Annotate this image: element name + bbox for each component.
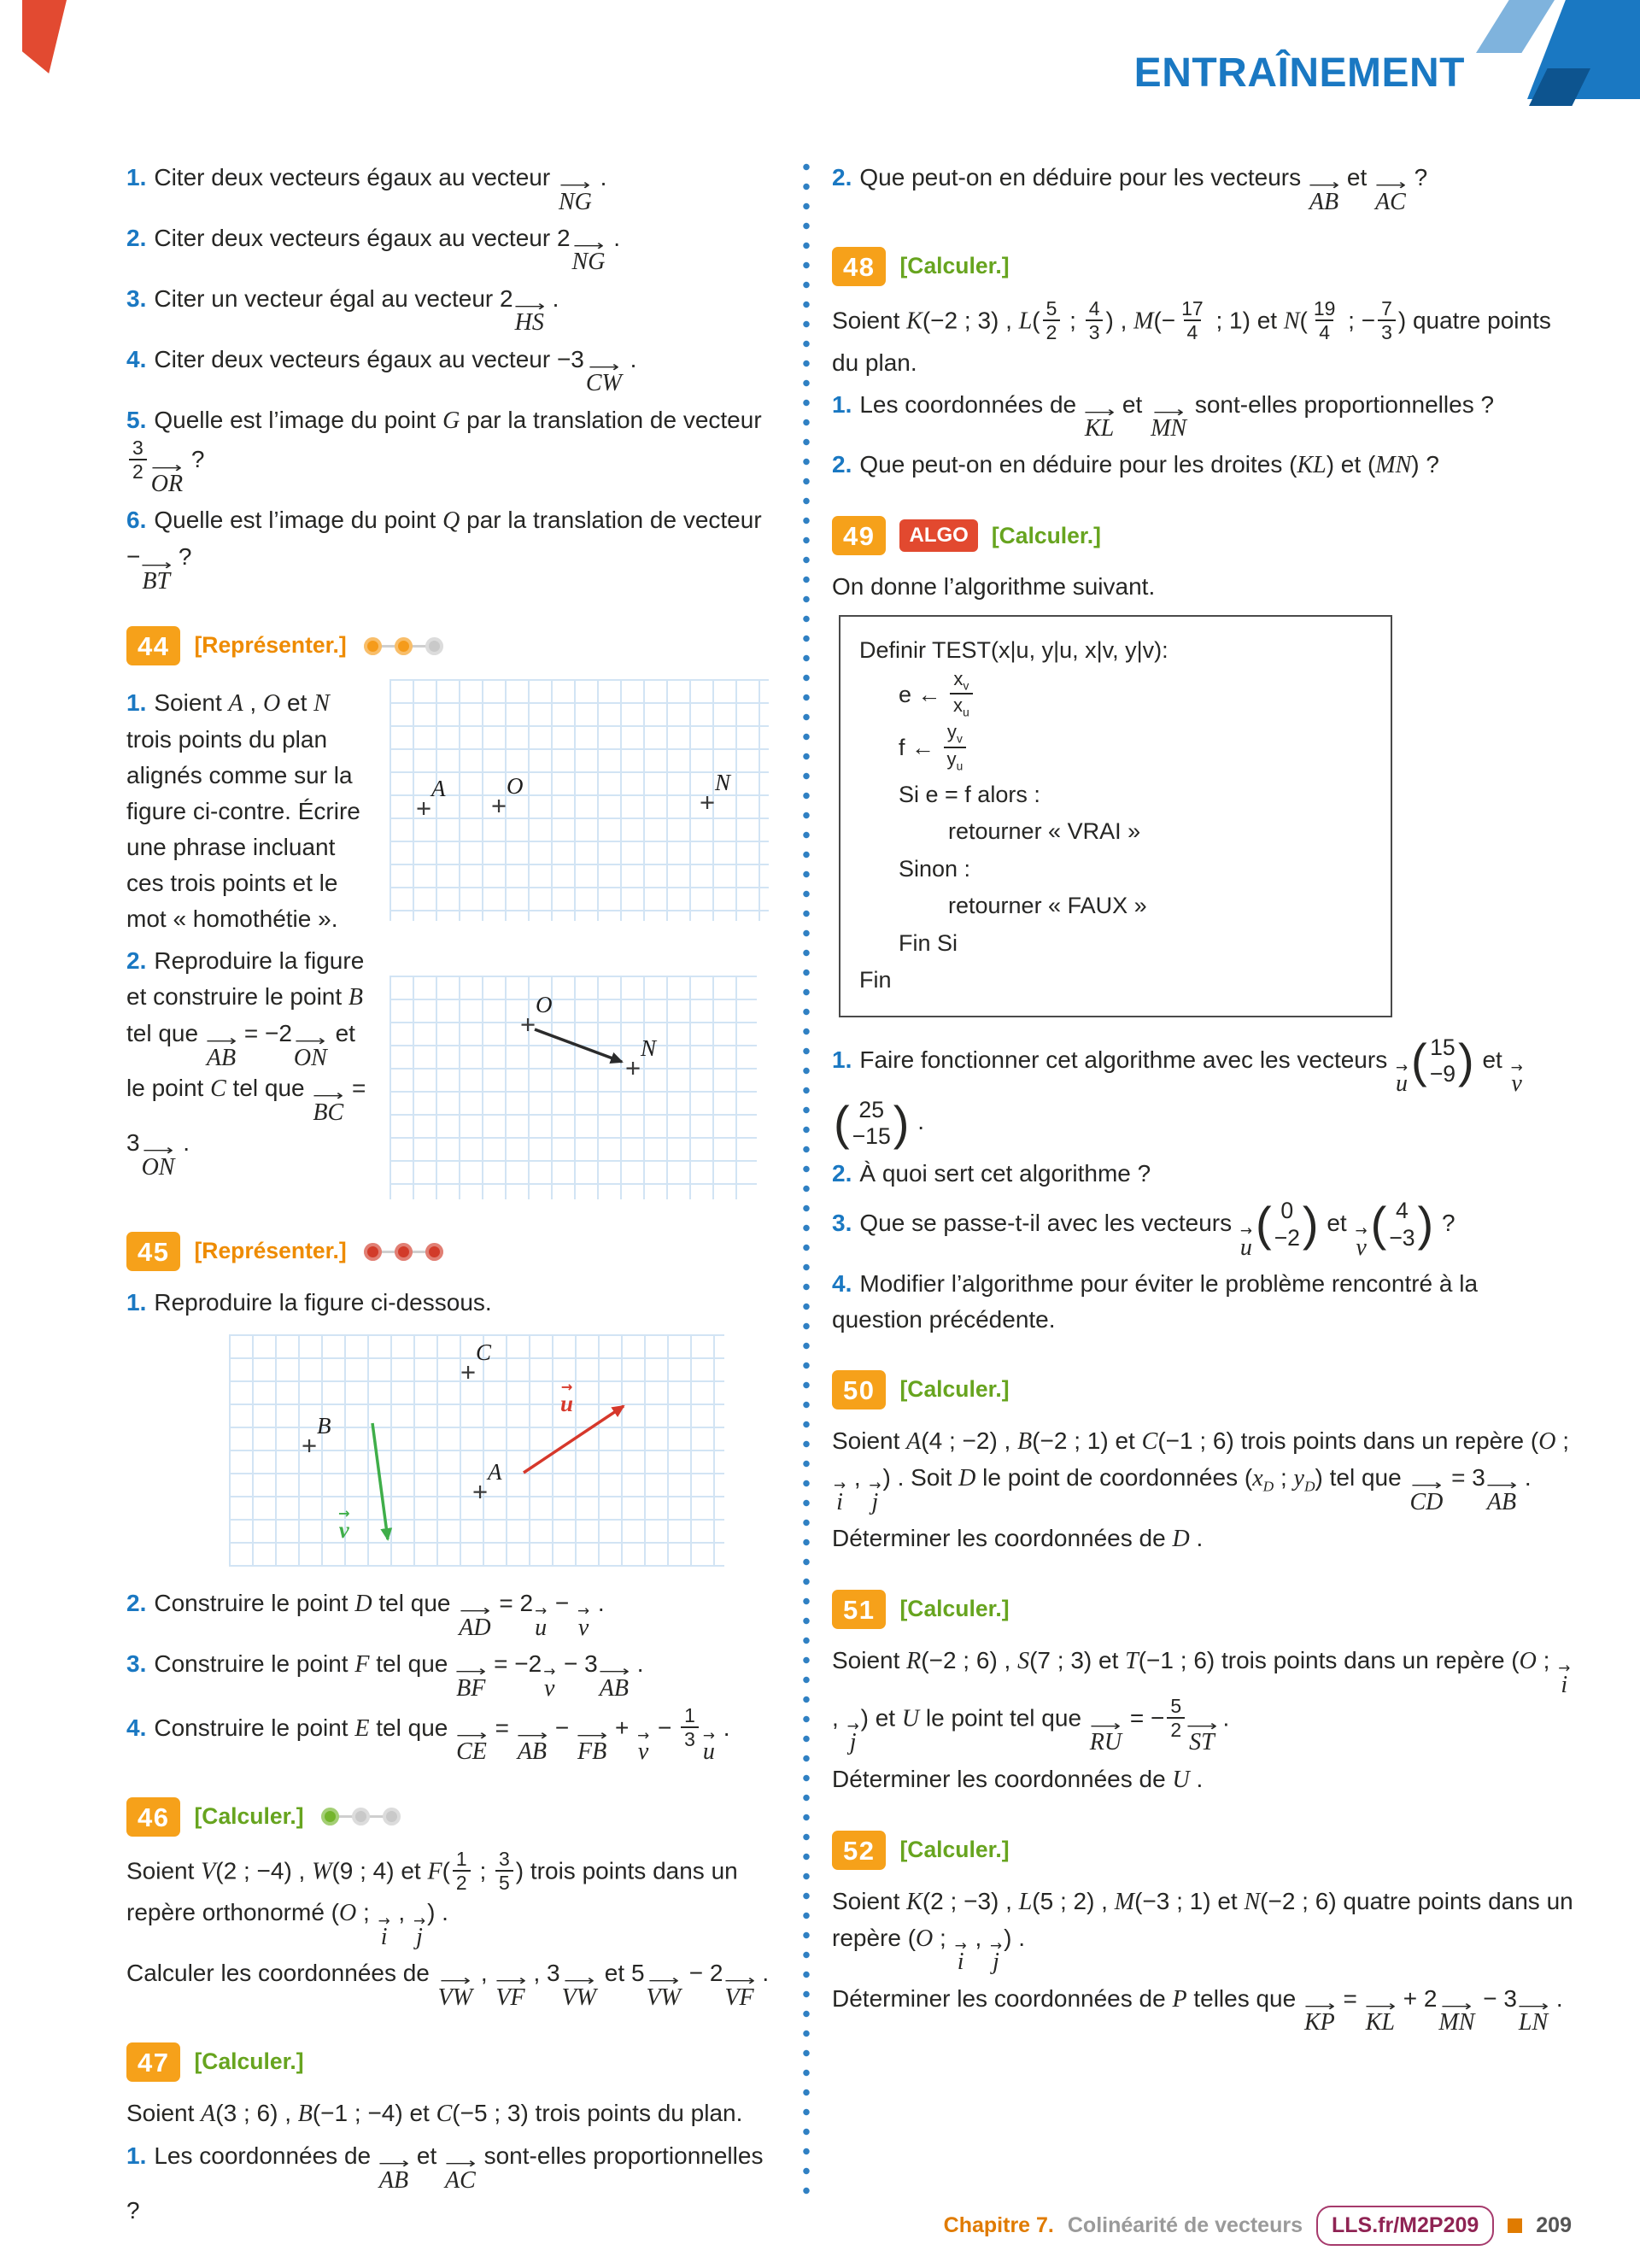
chapter-label: Chapitre 7.: [943, 2212, 1054, 2237]
vector-v-label: → v: [338, 1505, 350, 1544]
exercise-paragraph: Calculer les coordonnées de ⟶ VW , ⟶ VF , 3 ⟶ VW et 5 ⟶ VW − 2 ⟶ VF .: [126, 1960, 770, 2011]
left-column: [126, 154, 777, 2235]
exercise-paragraph: Soient K(−2 ; 3) , L( $\frac{5}{2}$ ; $\frac{4}{3}$ ) , M(− $\frac{17}{4}$ ; 1) et N( $\frac{19}{4}$ ; − $\frac{7}{3}$ ) quatre points du plan.: [832, 296, 1551, 376]
question-item: [832, 1198, 1573, 1260]
vector-u-label: → u: [560, 1379, 574, 1417]
section-title: ENTRAÎNEMENT: [1133, 50, 1465, 96]
question-text: Citer deux vecteurs égaux au vecteur ⟶ NG .: [154, 164, 607, 215]
page-header: [0, 0, 1640, 130]
exercise-paragraph: Soient R(−2 ; 6) , S(7 ; 3) et T(−1 ; 6) trois points dans un repère (O ; → i , → j ) et U le point tel que ⟶ RU = − $\frac{5}{2}$ ⟶ ST .: [832, 1647, 1571, 1756]
question-item: [126, 502, 777, 594]
question-text: À quoi sert cet algorithme ?: [859, 1160, 1151, 1187]
exercise-method-tag: [Calculer.]: [194, 2048, 304, 2075]
exercise-number-badge: 49: [832, 516, 886, 555]
point-marker: [472, 1479, 488, 1505]
question-item: [126, 943, 367, 1180]
point-marker: [491, 793, 507, 819]
exercise-number-badge: 44: [126, 626, 180, 665]
question-text: Citer deux vecteurs égaux au vecteur 2 ⟶ NG .: [154, 224, 620, 276]
difficulty-dot: [364, 1243, 382, 1261]
question-number: 3.: [126, 284, 147, 312]
algorithm-line: retourner « VRAI »: [948, 818, 1141, 845]
exercise-number-badge: 48: [832, 247, 886, 286]
point-marker: [700, 789, 715, 816]
exercise-paragraph: Soient A(3 ; 6) , B(−1 ; −4) et C(−5 ; 3) trois points du plan.: [126, 2100, 743, 2128]
corner-decoration-red: [22, 0, 67, 73]
exercise-number-badge: 45: [126, 1232, 180, 1271]
difficulty-dots: [364, 1243, 443, 1261]
point-marker: [460, 1359, 476, 1386]
difficulty-dot: [364, 637, 382, 655]
exercise-paragraph: Déterminer les coordonnées de U .: [832, 1765, 1204, 1793]
question-number: 2.: [832, 451, 852, 478]
exercise-44-header: [126, 626, 777, 665]
point-label: C: [476, 1339, 492, 1366]
question-number: 1.: [126, 2142, 147, 2170]
question-text: Que se passe-t-il avec les vecteurs → u ( 0 −2 ) et → v ( 4 −3 ) ?: [859, 1197, 1456, 1261]
difficulty-dots: [321, 1808, 401, 1826]
question-number: 4.: [126, 1714, 147, 1741]
exercise-method-tag: [Calculer.]: [899, 1596, 1010, 1622]
exercise-method-tag: [Calculer.]: [899, 253, 1010, 279]
question-number: 5.: [126, 406, 147, 433]
figure-vectors-uv: [229, 1334, 724, 1567]
question-item: [126, 2138, 777, 2229]
question-number: 2.: [126, 947, 147, 975]
question-item: [126, 220, 777, 275]
question-text: Reproduire la figure et construire le point B tel que ⟶ AB = −2 ⟶ ON et le point C tel que ⟶ BC = 3 ⟶ ON .: [126, 947, 366, 1181]
exercise-paragraph: On donne l’algorithme suivant.: [832, 573, 1156, 601]
algorithm-line: Fin: [859, 967, 892, 993]
question-text: Quelle est l’image du point Q par la translation de vecteur − ⟶ BT ?: [126, 507, 762, 595]
difficulty-dot: [383, 1808, 401, 1826]
question-item: [832, 1156, 1573, 1192]
exercise-49-header: [832, 516, 1573, 555]
question-number: 4.: [832, 1270, 852, 1298]
question-item: [126, 1285, 777, 1321]
exercise-number-badge: 46: [126, 1797, 180, 1837]
exercise-47-header: [126, 2042, 777, 2082]
exercise-44-body: [126, 679, 777, 1199]
exercise-number-badge: 47: [126, 2042, 180, 2082]
difficulty-dot: [321, 1808, 339, 1826]
exercise-method-tag: [Calculer.]: [194, 1802, 304, 1829]
page-number: 209: [1536, 2212, 1572, 2237]
question-number: 1.: [126, 164, 147, 190]
point-label: N: [715, 770, 731, 796]
lls-reference-badge: LLS.fr/M2P209: [1316, 2206, 1494, 2247]
question-item: [832, 160, 1573, 214]
difficulty-dot: [425, 1243, 443, 1261]
exercise-number-badge: 50: [832, 1370, 886, 1409]
exercise-paragraph: Déterminer les coordonnées de D .: [832, 1525, 1204, 1553]
point-marker: [416, 795, 431, 822]
column-divider-dotted-line: [803, 157, 810, 2201]
exercise-method-tag: [Représenter.]: [194, 1238, 347, 1264]
exercise-50-header: [832, 1370, 1573, 1409]
question-text: Modifier l’algorithme pour éviter le problème rencontré à la question précédente.: [832, 1270, 1479, 1333]
point-label: B: [317, 1413, 331, 1439]
question-text: Que peut-on en déduire pour les droites (KL) et (MN) ?: [859, 451, 1439, 479]
question-number: 3.: [832, 1210, 852, 1237]
point-label: O: [536, 992, 553, 1018]
algorithm-line: Si e = f alors :: [899, 781, 1040, 807]
point-marker: [302, 1433, 317, 1459]
question-item: [126, 281, 777, 336]
algorithm-line: retourner « FAUX »: [948, 893, 1147, 919]
question-text: Faire fonctionner cet algorithme avec les vecteurs → u ( 15 −9 ) et → v ( 25 −15 ) .: [834, 1033, 1523, 1150]
question-item: [832, 1266, 1573, 1338]
question-item: [126, 1646, 777, 1701]
exercise-45-header: [126, 1232, 777, 1271]
question-item: [832, 447, 1573, 483]
question-text: Construire le point D tel que ⟶ AD = 2 → u − → v .: [154, 1590, 605, 1641]
question-number: 1.: [126, 689, 147, 717]
point-label: A: [488, 1459, 502, 1486]
question-number: 3.: [126, 1650, 147, 1678]
question-text: Que peut-on en déduire pour les vecteurs ⟶ AB et ⟶ AC ?: [859, 164, 1428, 215]
exercise-method-tag: [Calculer.]: [899, 1836, 1010, 1862]
question-number: 1.: [832, 390, 852, 418]
question-number: 6.: [126, 507, 147, 534]
question-item: [832, 387, 1573, 442]
question-item: [126, 160, 777, 214]
exercise-paragraph: Soient V(2 ; −4) , W(9 ; 4) et F( $\frac{1}{2}$ ; $\frac{3}{5}$ ) trois points dans un repère orthonormé (O ; → i , → j ) .: [126, 1847, 738, 1950]
exercise-44-text: [126, 679, 367, 1199]
question-number: 2.: [832, 164, 852, 190]
question-item: [126, 1704, 777, 1766]
algorithm-line: Definir TEST(x|u, y|u, x|v, y|v):: [859, 637, 1168, 664]
question-text: Construire le point E tel que ⟶ CE = ⟶ AB − ⟶ FB + → v − $\frac{1}{3}$ → u .: [154, 1704, 730, 1766]
question-number: 1.: [126, 1289, 147, 1316]
question-text: Citer un vecteur égal au vecteur 2 ⟶ HS .: [154, 284, 559, 337]
right-column: [832, 154, 1573, 2235]
algorithm-line: Fin Si: [899, 929, 958, 956]
question-text: Construire le point F tel que ⟶ BF = −2 → v − 3 ⟶ AB .: [154, 1650, 644, 1702]
exercise-number-badge: 52: [832, 1831, 886, 1870]
exercise-48-header: [832, 247, 1573, 286]
exercise-paragraph: Soient K(2 ; −3) , L(5 ; 2) , M(−3 ; 1) et N(−2 ; 6) quatre points dans un repère (O ; → i , → j ) .: [832, 1887, 1573, 1976]
question-text: Citer deux vecteurs égaux au vecteur −3 ⟶ CW .: [154, 345, 637, 397]
figure-vector-ON: [390, 976, 757, 1199]
exercise-paragraph: Déterminer les coordonnées de P telles que ⟶ KP = ⟶ KL + 2 ⟶ MN − 3 ⟶ LN .: [832, 1984, 1563, 2037]
vector-ON-arrow: [390, 976, 757, 1199]
question-item: [126, 402, 777, 497]
question-number: 2.: [126, 224, 147, 251]
difficulty-dot: [352, 1808, 370, 1826]
algorithm-line: f ← $\frac{y_v}{y_u}$: [859, 724, 1372, 775]
question-item: [126, 1585, 777, 1640]
algorithm-line: Sinon :: [899, 855, 971, 882]
corner-decoration-blue-light: [1476, 0, 1555, 53]
question-number: 2.: [832, 1160, 852, 1187]
question-text: Soient A , O et N trois points du plan alignés comme sur la figure ci-contre. Écrire une phrase incluant ces trois points et le mot « homothétie ».: [126, 689, 360, 933]
exercise-method-tag: [Calculer.]: [991, 522, 1101, 548]
point-label: O: [507, 773, 524, 800]
point-marker: [625, 1055, 641, 1081]
chapter-title: Colinéarité de vecteurs: [1067, 2212, 1303, 2237]
algorithm-line: e ← $\frac{x_v}{x_u}$: [859, 671, 1372, 722]
point-label: N: [641, 1035, 657, 1062]
difficulty-dots: [364, 637, 443, 655]
question-number: 4.: [126, 345, 147, 372]
exercise-number-badge: 51: [832, 1590, 886, 1629]
exercise-method-tag: [Calculer.]: [899, 1376, 1010, 1403]
difficulty-dot: [395, 1243, 413, 1261]
question-text: Reproduire la figure ci-dessous.: [154, 1289, 492, 1316]
exercise-44-figures: [390, 679, 777, 1199]
content-columns: [0, 130, 1640, 2235]
algorithm-box: [839, 615, 1392, 1017]
page-footer: [944, 2206, 1572, 2247]
question-number: 1.: [832, 1046, 852, 1073]
page-number-square-icon: [1508, 2218, 1522, 2233]
figure-aligned-points: [390, 679, 769, 921]
question-item: [126, 342, 777, 396]
exercise-46-header: [126, 1797, 777, 1837]
point-marker: [520, 1011, 536, 1038]
algo-tag: ALGO: [899, 519, 977, 552]
exercise-paragraph: Soient A(4 ; −2) , B(−2 ; 1) et C(−1 ; 6) trois points dans un repère (O ; → i , → j ) . Soit D le point de coordonnées ($x_D$ ; $y_D$) tel que ⟶ CD = 3 ⟶ AB .: [832, 1427, 1570, 1515]
difficulty-dot: [395, 637, 413, 655]
exercise-51-header: [832, 1590, 1573, 1629]
exercise-52-header: [832, 1831, 1573, 1870]
difficulty-dot: [425, 637, 443, 655]
question-item: [126, 685, 367, 937]
question-text: Les coordonnées de ⟶ AB et ⟶ AC sont-elles proportionnelles ?: [126, 2142, 764, 2224]
point-label: A: [431, 776, 446, 802]
exercise-method-tag: [Représenter.]: [194, 632, 347, 659]
question-number: 2.: [126, 1590, 147, 1617]
question-item: [832, 1034, 1573, 1150]
question-text: Quelle est l’image du point G par la translation de vecteur $\frac{3}{2}$ ⟶ OR ?: [126, 407, 762, 473]
question-text: Les coordonnées de ⟶ KL et ⟶ MN sont-elles proportionnelles ?: [859, 390, 1495, 442]
